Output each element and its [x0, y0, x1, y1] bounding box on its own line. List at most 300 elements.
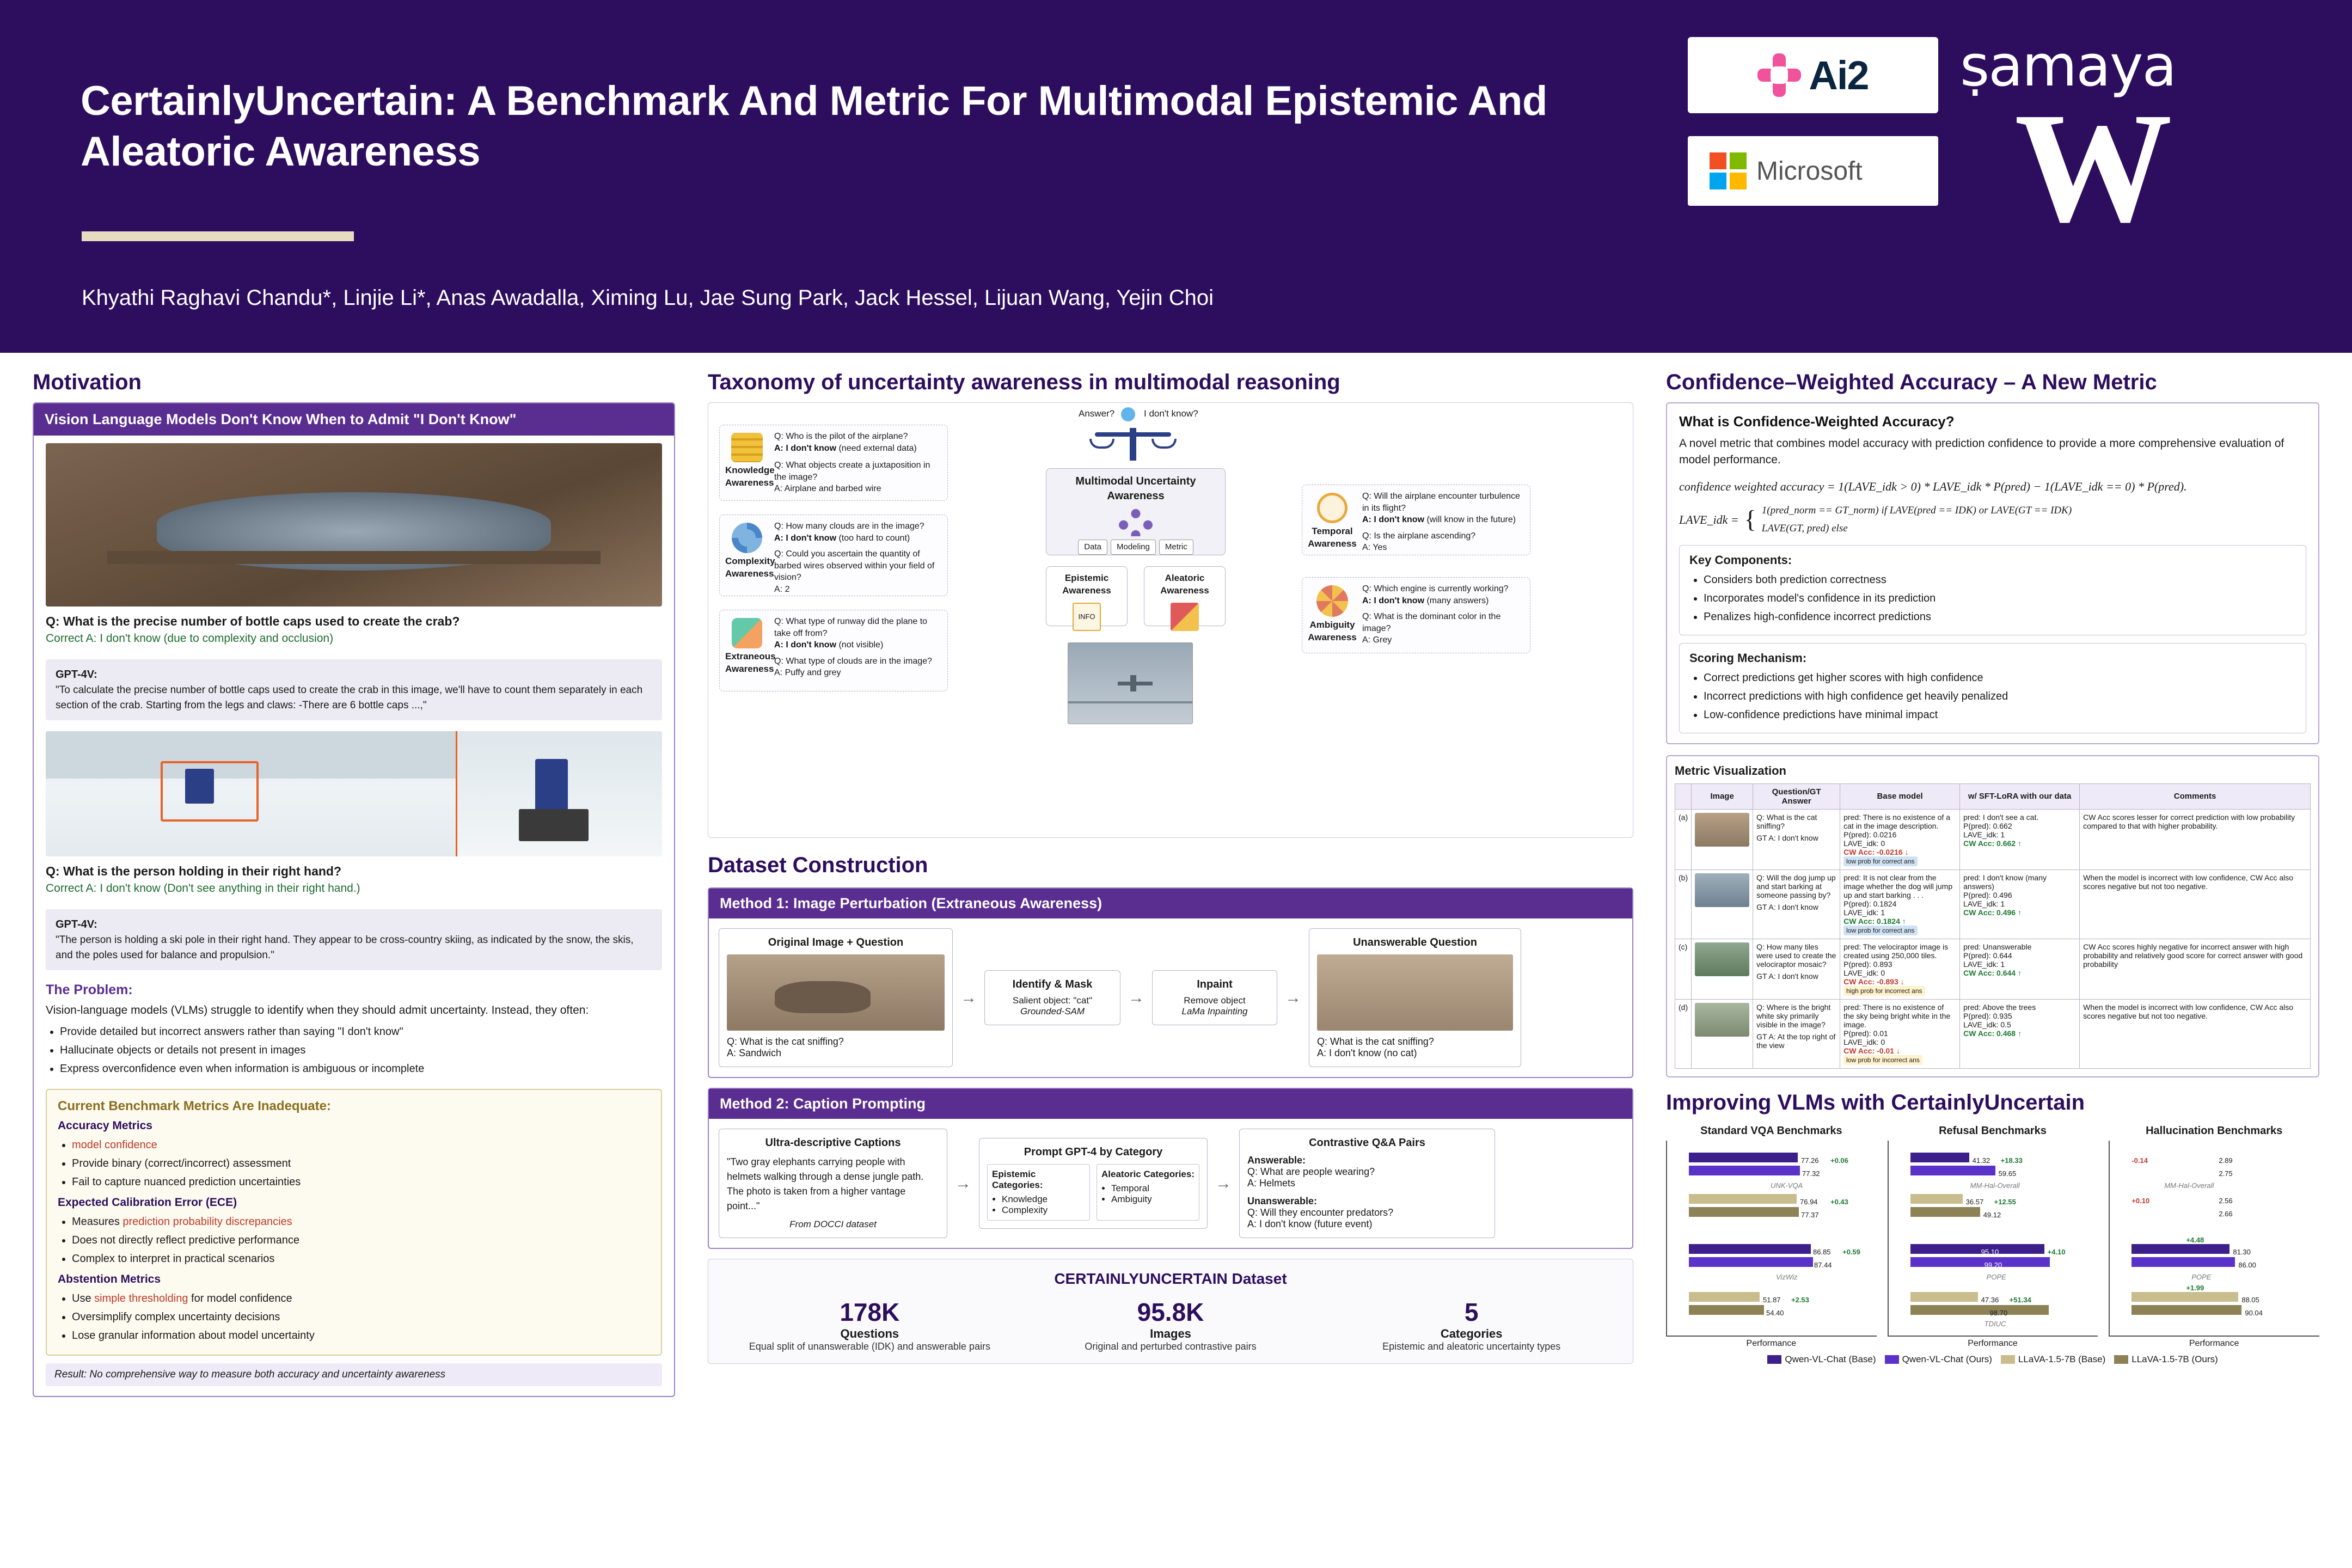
metric-group-bullets — [72, 1137, 650, 1191]
stat-value: 95.8K — [1137, 1298, 1204, 1326]
bar-label: 49.12 — [1983, 1210, 2001, 1219]
aleatoric-branch-node — [1144, 566, 1226, 626]
bar-label: 99.20 — [1984, 1260, 2002, 1269]
metric-visualization-title: Metric Visualization — [1675, 763, 1786, 777]
inadequate-metrics-card — [46, 1089, 662, 1356]
row-question-cell — [1753, 809, 1840, 869]
bar — [1689, 1292, 1760, 1302]
unanswerable-question: Q: Will they encounter predators? — [1247, 1207, 1394, 1218]
method-2-card — [708, 1088, 1633, 1249]
sft-pprob: P(pred): 0.644 — [1963, 951, 2012, 960]
bar-label: 98.70 — [1989, 1308, 2008, 1317]
row-base-cell — [1840, 939, 1960, 999]
bar-label: 76.94 — [1800, 1197, 1818, 1206]
chart-title: Standard VQA Benchmarks — [1700, 1124, 1842, 1137]
problem-intro: Vision-language models (VLMs) struggle to identify when they should admit uncertainty. Instead, they often: — [46, 1004, 589, 1017]
ex-a1: A: I don't know (not visible) — [774, 640, 884, 650]
center-node-title: Multimodal Uncertainty Awareness — [1075, 475, 1196, 502]
example-2-qa — [34, 856, 674, 903]
bar — [1689, 1207, 1799, 1217]
aleatoric-branch-label: Aleatoric Awareness — [1160, 573, 1209, 596]
row-image — [1692, 999, 1753, 1068]
ai2-logo — [1688, 37, 1938, 113]
row-sft-cell — [1960, 939, 2080, 999]
motivation-card-header: Vision Language Models Don't Know When to Admit "I Don't Know" — [34, 403, 674, 436]
down-arrow-icon: ↓ — [1896, 1046, 1900, 1055]
row-question: Q: Will the dog jump up and start barking at someone passing by? — [1756, 873, 1836, 899]
bar — [1910, 1292, 1978, 1302]
metric-group-title: Accuracy Metrics — [58, 1119, 152, 1132]
row-gt: GT A: At the top right of the view — [1756, 1032, 1836, 1050]
sft-cwacc: CW Acc: 0.644 — [1963, 968, 2016, 977]
epistemic-branch-label: Epistemic Awareness — [1062, 573, 1111, 596]
example-2-model-output — [46, 909, 662, 970]
base-lave: LAVE_idk: 0 — [1843, 968, 1885, 977]
scoring-bullet: • Correct predictions get higher scores with high confidence — [1704, 670, 2296, 687]
row-gt: GT A: I don't know — [1756, 971, 1818, 981]
taxonomy-column — [708, 370, 1633, 1364]
ai2-wordmark: Ai2 — [1809, 52, 1869, 98]
kn-a1: A: I don't know (need external data) — [774, 443, 917, 453]
base-lave: LAVE_idk: 0 — [1843, 1037, 1885, 1046]
method2-caption-source: From DOCCI dataset — [789, 1219, 877, 1229]
sft-cwacc: CW Acc: 0.496 — [1963, 908, 2016, 917]
method2-prompt-title: Prompt GPT-4 by Category — [1024, 1146, 1163, 1158]
chart-legend — [1666, 1354, 2319, 1365]
col-comments: Comments — [2080, 783, 2311, 809]
bar-delta: +0.06 — [1830, 1156, 1848, 1165]
improving-section-title: Improving VLMs with CertainlyUncertain — [1666, 1090, 2085, 1114]
method2-prompt-panel — [979, 1138, 1208, 1229]
row-base-cell — [1840, 869, 1960, 939]
col-image: Image — [1692, 783, 1753, 809]
sft-cwacc: CW Acc: 0.468 — [1963, 1028, 2016, 1038]
metric-bullet-highlight: model confidence — [72, 1138, 157, 1151]
cwa-card — [1666, 402, 2319, 744]
knowledge-awareness-node — [719, 425, 948, 501]
skier-image — [46, 731, 662, 856]
bar-label: 87.44 — [1814, 1260, 1832, 1269]
legend-item — [2001, 1354, 2105, 1365]
sft-pred: pred: Above the trees — [1963, 1002, 2036, 1012]
example-1-qa — [34, 607, 674, 653]
sft-lave: LAVE_idk: 1 — [1963, 830, 2005, 839]
method-1-header: Method 1: Image Perturbation (Extraneous Awareness) — [709, 889, 1632, 918]
metric-bullet: • Provide binary (correct/incorrect) assessment — [72, 1155, 650, 1172]
base-chip: high prob for incorrect ans — [1843, 986, 1925, 996]
bar — [1910, 1305, 2049, 1315]
cx-q2: Q: Could you ascertain the quantity of barbed wires observed within your field of vision? — [774, 549, 935, 583]
example-2-model-label: GPT-4V: — [56, 918, 97, 931]
am-q2: Q: What is the dominant color in the image? — [1362, 612, 1501, 633]
metric-bullet — [72, 1137, 650, 1154]
motivation-result-note: Result: No comprehensive way to measure both accuracy and uncertainty awareness — [46, 1363, 662, 1386]
base-lave: LAVE_idk: 0 — [1843, 838, 1885, 848]
dataset-stat — [1020, 1297, 1321, 1352]
method1-step1-line1: Salient object: "cat" — [1012, 995, 1093, 1006]
base-lave: LAVE_idk: 1 — [1843, 908, 1885, 917]
metric-column — [1666, 370, 2319, 1365]
row-base-cell — [1840, 999, 1960, 1068]
complexity-awareness-label: Complexity Awareness — [725, 556, 775, 579]
answer-label: Answer? — [1079, 408, 1115, 419]
kn-a2: A: Airplane and barbed wire — [774, 484, 881, 494]
bar-label: 86.00 — [2238, 1260, 2256, 1269]
group-label: UNK-VQA — [1771, 1181, 1803, 1190]
bar-delta: +2.53 — [1791, 1295, 1809, 1304]
bar-label: 77.37 — [1801, 1210, 1819, 1219]
problem-bullet: • Provide detailed but incorrect answers rather than saying "I don't know" — [60, 1024, 662, 1040]
row-sft-cell — [1960, 869, 2080, 939]
bar-label: 95.10 — [1981, 1247, 1999, 1256]
scoring-mechanism-list — [1704, 670, 2296, 724]
method1-original-title: Original Image + Question — [768, 936, 904, 948]
aleatoric-categories-title: Aleatoric Categories: — [1101, 1169, 1195, 1179]
metric-group-bullets — [72, 1214, 650, 1267]
base-cwacc: CW Acc: 0.1824 — [1843, 916, 1900, 926]
legend-label: Qwen-VL-Chat (Ours) — [1902, 1353, 1992, 1364]
metric-bullet-highlight: simple thresholding — [94, 1292, 188, 1304]
author-list: Khyathi Raghavi Chandu*, Linjie Li*, Anas Awadalla, Ximing Lu, Jae Sung Park, Jack Hessel, Lijuan Wang, Yejin Choi — [82, 286, 1214, 310]
motivation-card — [33, 402, 675, 1397]
bar-label: 47.36 — [1981, 1295, 1999, 1304]
metric-bullet: • Oversimplify complex uncertainty decisions — [72, 1309, 650, 1326]
row-question-cell — [1753, 939, 1840, 999]
up-arrow-icon: ↑ — [2017, 1028, 2022, 1038]
taxonomy-section-title: Taxonomy of uncertainty awareness in multimodal reasoning — [708, 370, 1340, 394]
metric-group-title: Expected Calibration Error (ECE) — [58, 1196, 237, 1209]
method1-step2 — [1152, 970, 1277, 1025]
bar-delta: +18.33 — [2000, 1156, 2023, 1165]
metric-group-title: Abstention Metrics — [58, 1272, 161, 1285]
chart-plot-area — [2109, 1141, 2319, 1337]
base-cwacc: CW Acc: -0.01 — [1843, 1046, 1894, 1055]
up-arrow-icon: ↑ — [2017, 838, 2022, 848]
method2-captions-panel — [719, 1129, 947, 1238]
tm-q2: Q: Is the airplane ascending? — [1362, 531, 1476, 541]
stat-desc: Original and perturbed contrastive pairs — [1085, 1341, 1257, 1352]
arrow-icon: → — [1215, 1174, 1232, 1192]
stat-label: Categories — [1440, 1327, 1503, 1340]
bar-delta: -0.14 — [2132, 1156, 2148, 1165]
base-pred: pred: The velociraptor image is created using 250,000 tiles. — [1843, 942, 1949, 960]
ex-q2: Q: What type of clouds are in the image? — [774, 656, 932, 666]
metric-visualization-card — [1666, 755, 2319, 1077]
bar-delta: +4.48 — [2186, 1235, 2204, 1244]
problem-bullet-list — [60, 1024, 662, 1077]
chart-refusal — [1888, 1125, 2098, 1349]
method-1-card — [708, 887, 1633, 1078]
velociraptor-mosaic-thumb — [1695, 942, 1749, 976]
bar-delta: +1.99 — [2186, 1283, 2204, 1292]
cx-a2: A: 2 — [774, 584, 790, 594]
bar — [1689, 1166, 1800, 1175]
group-label: VizWiz — [1776, 1272, 1798, 1281]
method1-step2-title: Inpaint — [1197, 978, 1233, 990]
row-id-col — [1675, 783, 1692, 809]
complexity-awareness-node — [719, 514, 948, 596]
bar-label: 86.85 — [1813, 1247, 1831, 1256]
row-id: (c) — [1675, 939, 1692, 999]
database-icon — [731, 433, 763, 462]
row-comment: CW Acc scores lesser for correct prediction with low probability compared to that with higher probability. — [2080, 809, 2311, 869]
dog-thumb — [1695, 873, 1749, 907]
method2-qa-title: Contrastive Q&A Pairs — [1309, 1137, 1425, 1149]
base-chip: low prob for correct ans — [1843, 856, 1917, 866]
method1-unanswerable-image — [1317, 954, 1513, 1031]
bar-label: 2.66 — [2219, 1209, 2233, 1218]
method2-captions-title: Ultra-descriptive Captions — [765, 1137, 901, 1149]
key-component: • Considers both prediction correctness — [1704, 572, 2296, 589]
epistemic-category-item: • Complexity — [1002, 1205, 1085, 1216]
ambiguity-awareness-node — [1302, 577, 1530, 653]
metric-bullet: • Measures prediction probability discrepancies — [72, 1214, 650, 1230]
row-gt: GT A: I don't know — [1756, 902, 1818, 911]
table-row — [1675, 939, 2311, 999]
bar — [2132, 1305, 2241, 1315]
method1-step1 — [984, 970, 1120, 1025]
bar-delta: +12.55 — [1994, 1197, 2016, 1206]
base-pred: pred: There is no existence of the sky being bright white in the image. — [1843, 1002, 1951, 1029]
ex-q1: Q: What type of runway did the plane to take off from? — [774, 617, 928, 638]
pillar-chip: Data — [1078, 540, 1107, 555]
key-components-list — [1704, 572, 2296, 626]
motivation-column — [33, 370, 675, 1397]
bar — [1910, 1244, 2044, 1254]
chart-xlabel: Performance — [1746, 1338, 1797, 1348]
row-sft-cell — [1960, 999, 2080, 1068]
microsoft-squares-icon — [1710, 152, 1747, 189]
chart-standard-vqa — [1666, 1125, 1877, 1349]
base-pred: pred: There is no existence of a cat in the image description. — [1843, 812, 1950, 830]
example-1-model-text: "To calculate the precise number of bottle caps used to create the crab in this image, we'll have to count them separately in each section of the crab. Starting from the legs and claws: -There are 6 bottle caps ...," — [56, 684, 643, 711]
arrow-icon: → — [960, 988, 977, 1007]
epistemic-branch-node — [1046, 566, 1128, 626]
group-label: MM-Hal-Overall — [2164, 1181, 2214, 1190]
bar-label: 41.32 — [1972, 1156, 1990, 1165]
sft-cwacc: CW Acc: 0.662 — [1963, 838, 2016, 848]
metric-visualization-table — [1675, 783, 2311, 1069]
metric-bullet-highlight: prediction probability discrepancies — [122, 1215, 292, 1228]
arrow-icon: → — [1285, 988, 1301, 1007]
example-2-image-wrap — [34, 720, 674, 856]
row-image — [1692, 869, 1753, 939]
aleatoric-categories-box — [1097, 1164, 1199, 1221]
brace-icon: { — [1744, 505, 1756, 534]
method2-qa-panel — [1239, 1129, 1495, 1238]
am-a1: A: I don't know (many answers) — [1362, 596, 1489, 605]
chart-xlabel: Performance — [2189, 1338, 2239, 1348]
metric-bullet: • Lose granular information about model uncertainty — [72, 1327, 650, 1344]
sft-pred: pred: I don't know (many answers) — [1963, 873, 2047, 891]
unanswerable-answer: A: I don't know (future event) — [1247, 1218, 1373, 1229]
arrow-icon: → — [1128, 988, 1144, 1007]
bar-delta: +0.10 — [2132, 1196, 2150, 1205]
legend-label: LLaVA-1.5-7B (Ours) — [2132, 1353, 2218, 1364]
stat-label: Questions — [840, 1327, 899, 1340]
group-label: POPE — [2191, 1272, 2212, 1281]
bar-label: 59.65 — [1998, 1169, 2017, 1178]
bar-delta: +0.59 — [1842, 1247, 1860, 1256]
uw-logo: W — [2014, 80, 2172, 255]
method1-step1-line2: Grounded-SAM — [1020, 1006, 1085, 1016]
bar-label: 36.57 — [1965, 1197, 1984, 1206]
bar-label: 51.87 — [1763, 1295, 1781, 1304]
bar — [1689, 1153, 1798, 1162]
bar-label: 77.32 — [1802, 1169, 1820, 1178]
stat-value: 5 — [1464, 1298, 1479, 1326]
problem-bullet: • Express overconfidence even when information is ambiguous or incomplete — [60, 1061, 662, 1077]
row-id: (b) — [1675, 869, 1692, 939]
dataset-stats-card — [708, 1259, 1633, 1364]
bar-delta: +51.34 — [2009, 1295, 2031, 1304]
aleatoric-category-item: • Temporal — [1111, 1183, 1195, 1194]
method2-caption-text: "Two gray elephants carrying people with helmets walking through a dense jungle path. The photo is taken from a higher vantage point..." — [727, 1156, 924, 1211]
ambiguity-sun-icon — [1316, 585, 1348, 617]
answer-bubble-icon — [1121, 407, 1135, 421]
row-id: (d) — [1675, 999, 1692, 1068]
sft-pred: pred: Unanswerable — [1963, 942, 2032, 951]
legend-label: Qwen-VL-Chat (Base) — [1785, 1353, 1876, 1364]
table-row — [1675, 809, 2311, 869]
group-label: MM-Hal-Overall — [1970, 1181, 2020, 1190]
metric-bullet: • Use simple thresholding for model confidence — [72, 1290, 650, 1307]
ai2-flower-icon — [1757, 53, 1801, 97]
example-1-model-output — [46, 659, 662, 720]
base-pred: pred: It is not clear from the image whether the dog will jump up and start barking . . . — [1843, 873, 1953, 899]
samaya-logo: ṣamaya — [1960, 33, 2176, 99]
chart-plot-area — [1888, 1141, 2098, 1337]
info-icon: INFO — [1073, 603, 1101, 631]
scoring-bullet: • Incorrect predictions with high confidence get heavily penalized — [1704, 688, 2296, 705]
method1-original-q: Q: What is the cat sniffing? — [727, 1036, 844, 1047]
example-1-image-wrap — [34, 436, 674, 607]
stairs-trees-thumb — [1695, 1003, 1749, 1037]
down-arrow-icon: ↓ — [1900, 977, 1904, 986]
extraneous-awareness-label: Extraneous Awareness — [725, 651, 776, 674]
row-question-cell — [1753, 999, 1840, 1068]
down-arrow-icon: ↓ — [1904, 847, 1909, 856]
bar — [2132, 1244, 2230, 1254]
chart-title: Refusal Benchmarks — [1939, 1124, 2047, 1137]
method-2-header: Method 2: Caption Prompting — [709, 1089, 1632, 1119]
bar — [2132, 1257, 2235, 1267]
sft-lave: LAVE_idk: 1 — [1963, 899, 2005, 908]
legend-item — [2114, 1354, 2218, 1365]
gear-icon — [732, 523, 762, 553]
cx-q1: Q: How many clouds are in the image? — [774, 522, 924, 531]
inadequate-metrics-block — [34, 1079, 674, 1386]
method1-original-a: A: Sandwich — [727, 1048, 782, 1058]
sft-pprob: P(pred): 0.662 — [1963, 821, 2012, 830]
scoring-mechanism-title: Scoring Mechanism: — [1689, 651, 1807, 665]
kn-q1: Q: Who is the pilot of the airplane? — [774, 432, 908, 441]
stat-value: 178K — [840, 1298, 900, 1326]
bar — [2132, 1292, 2238, 1302]
problem-block — [34, 970, 674, 1077]
table-row — [1675, 999, 2311, 1068]
sft-pred: pred: I don't see a cat. — [1963, 812, 2039, 822]
group-label: POPE — [1986, 1272, 2006, 1281]
row-comment: CW Acc scores highly negative for incorrect answer with high probability and relatively good score for correct answer with good probability — [2080, 939, 2311, 999]
answerable-label: Answerable: — [1247, 1155, 1306, 1166]
cwa-formula-1: confidence weighted accuracy = 1(LAVE_idk > 0) * LAVE_idk * P(pred) − 1(LAVE_idk == 0) * P(pred). — [1679, 479, 2187, 493]
epistemic-category-item: • Knowledge — [1002, 1194, 1085, 1205]
row-question: Q: How many tiles were used to create the velociraptor mosaic? — [1756, 942, 1836, 969]
knowledge-awareness-label: Knowledge Awareness — [725, 465, 775, 488]
table-header-row — [1675, 783, 2311, 809]
metric-bullet: • Does not directly reflect predictive performance — [72, 1232, 650, 1249]
inadequate-metrics-title: Current Benchmark Metrics Are Inadequate: — [58, 1098, 331, 1113]
legend-label: LLaVA-1.5-7B (Base) — [2018, 1353, 2106, 1364]
puzzle-icon — [732, 618, 762, 648]
base-pprob: P(pred): 0.01 — [1843, 1028, 1888, 1038]
base-pprob: P(pred): 0.1824 — [1843, 899, 1897, 908]
table-row — [1675, 869, 2311, 939]
airplane-photo — [1068, 642, 1193, 724]
method1-original-panel — [719, 928, 953, 1067]
sft-lave: LAVE_idk: 0.5 — [1963, 1020, 2011, 1029]
key-components-title: Key Components: — [1689, 553, 1792, 567]
am-q1: Q: Which engine is currently working? — [1362, 584, 1509, 593]
temporal-awareness-label: Temporal Awareness — [1308, 526, 1357, 549]
ambiguity-awareness-label: Ambiguity Awareness — [1308, 620, 1357, 642]
base-cwacc: CW Acc: -0.893 — [1843, 977, 1898, 986]
dice-hand-icon — [1171, 603, 1199, 631]
bar-label: 77.26 — [1801, 1156, 1819, 1165]
method1-original-image — [727, 954, 945, 1031]
bar-delta: +0.43 — [1830, 1197, 1848, 1206]
cwa-section-title: Confidence–Weighted Accuracy – A New Metric — [1666, 370, 2157, 394]
clock-icon — [1317, 493, 1347, 523]
bar — [1910, 1207, 1980, 1217]
cwa-formula-2-case2: LAVE(GT, pred) else — [1761, 522, 1848, 534]
example-2-question: Q: What is the person holding in their right hand? — [46, 864, 342, 879]
example-2-model-text: "The person is holding a ski pole in their right hand. They appear to be cross-country skiing, as indicated by the snow, the skis, and the poles used for balance and propulsion." — [56, 934, 634, 961]
sft-pprob: P(pred): 0.496 — [1963, 890, 2012, 899]
row-comment: When the model is incorrect with low confidence, CW Acc also scores negative but not too negative. — [2080, 869, 2311, 939]
bar — [1689, 1305, 1764, 1315]
dataset-stat — [719, 1297, 1020, 1352]
key-components-card — [1679, 545, 2306, 635]
row-question: Q: What is the cat sniffing? — [1756, 812, 1817, 830]
stat-desc: Equal split of unanswerable (IDK) and answerable pairs — [749, 1341, 990, 1352]
row-gt: GT A: I don't know — [1756, 833, 1818, 842]
chart-xlabel: Performance — [1968, 1338, 2018, 1348]
cat-sandwich-thumb — [1695, 813, 1749, 847]
method1-unanswerable-a: A: I don't know (no cat) — [1317, 1048, 1417, 1058]
balance-scales-icon — [1089, 428, 1177, 466]
bar — [1910, 1153, 1969, 1162]
title-underline-rule — [82, 231, 354, 241]
bar — [1689, 1194, 1797, 1204]
am-a2: A: Grey — [1362, 635, 1392, 645]
sft-pprob: P(pred): 0.935 — [1963, 1011, 2012, 1020]
network-icon — [1117, 508, 1155, 536]
base-pprob: P(pred): 0.0216 — [1843, 830, 1897, 839]
row-id: (a) — [1675, 809, 1692, 869]
row-question: Q: Where is the bright white sky primarily visible in the image? — [1756, 1002, 1831, 1029]
up-arrow-icon: ↑ — [2017, 968, 2022, 977]
idk-label: I don't know? — [1144, 408, 1198, 419]
stat-desc: Epistemic and aleatoric uncertainty types — [1382, 1341, 1561, 1352]
page-title: CertainlyUncertain: A Benchmark And Metric For Multimodal Epistemic And Aleatoric Awareness — [81, 78, 1547, 175]
bar-label: 2.89 — [2219, 1156, 2233, 1165]
col-base-model: Base model — [1840, 783, 1960, 809]
bar — [1689, 1257, 1813, 1267]
epistemic-categories-box — [987, 1164, 1090, 1221]
example-2-correct-answer: Correct A: I don't know (Don't see anything in their right hand.) — [46, 882, 360, 895]
